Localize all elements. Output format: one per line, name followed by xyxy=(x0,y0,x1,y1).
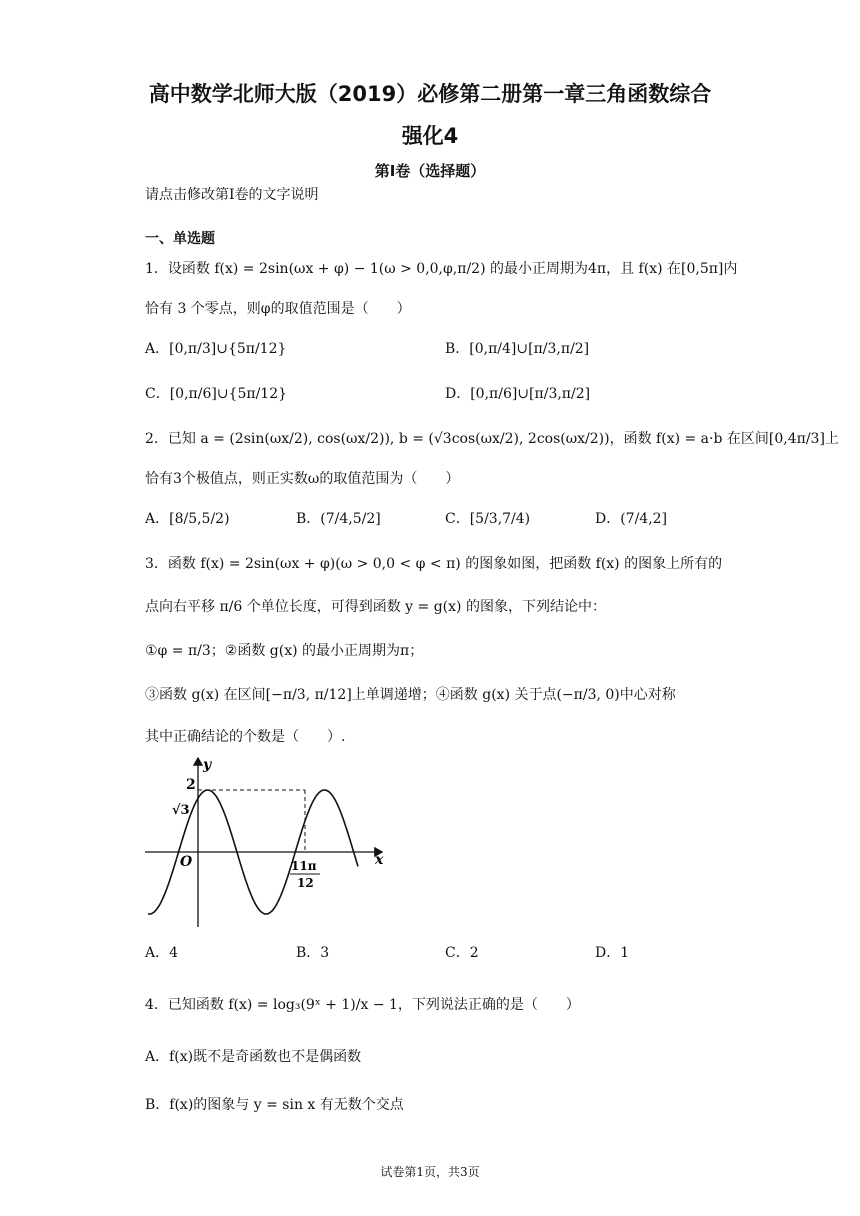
q1-option-b: B．[0,π/4]∪[π/3,π/2] xyxy=(445,341,590,357)
q3-sine-graph xyxy=(140,752,390,930)
q3-line1: 3．函数 f(x) = 2sin(ωx + φ)(ω > 0,0 < φ < π) 的图象如图，把函数 f(x) 的图象上所有的 xyxy=(145,556,723,572)
intercept-label: √3 xyxy=(172,803,190,818)
origin-label: O xyxy=(180,854,193,870)
q2-option-b: B．(7/4,5/2] xyxy=(296,511,381,527)
section-title: 第Ⅰ卷（选择题） xyxy=(374,162,486,180)
q1-option-c: C．[0,π/6]∪{5π/12} xyxy=(145,386,288,402)
q3-option-b: B．3 xyxy=(296,945,330,961)
page-title: 高中数学北师大版（2019）必修第二册第一章三角函数综合 xyxy=(148,82,712,106)
x-axis-label: x xyxy=(375,852,384,868)
xmark-denominator: 12 xyxy=(297,876,314,890)
q3-option-d: D．1 xyxy=(595,945,630,961)
q4-line1: 4．已知函数 f(x) = log₃(9ˣ + 1)/x − 1，下列说法正确的是（ ） xyxy=(145,997,580,1013)
q3-line4: ③函数 g(x) 在区间[−π/3, π/12]上单调递增；④函数 g(x) 关于点(−π/3, 0)中心对称 xyxy=(145,687,676,703)
max-label: 2 xyxy=(186,777,196,793)
q3-option-c: C．2 xyxy=(445,945,479,961)
q3-option-a: A．4 xyxy=(145,945,179,961)
q1-line2: 恰有 3 个零点，则φ的取值范围是（ ） xyxy=(145,301,411,317)
part-heading: 一、单选题 xyxy=(145,231,215,247)
q1-option-d: D．[0,π/6]∪[π/3,π/2] xyxy=(445,386,591,402)
page-footer: 试卷第1页，共3页 xyxy=(380,1165,480,1179)
q3-line5: 其中正确结论的个数是（ ）. xyxy=(145,729,346,745)
q2-line1: 2．已知 a = (2sin(ωx/2), cos(ωx/2)), b = (√3cos(ωx/2), 2cos(ωx/2))，函数 f(x) = a·b 在区间[0,4π/3]上 xyxy=(145,431,839,447)
q2-option-d: D．(7/4,2] xyxy=(595,511,668,527)
q4-option-a: A．f(x)既不是奇函数也不是偶函数 xyxy=(145,1049,362,1065)
q1-option-a: A．[0,π/3]∪{5π/12} xyxy=(145,341,287,357)
q1-line1: 1．设函数 f(x) = 2sin(ωx + φ) − 1(ω > 0,0,φ,π/2) 的最小正周期为4π，且 f(x) 在[0,5π]内 xyxy=(145,261,738,277)
q2-option-c: C．[5/3,7/4) xyxy=(445,511,531,527)
page-title-line2: 强化4 xyxy=(401,124,459,148)
q2-option-a: A．[8/5,5/2) xyxy=(145,511,230,527)
y-axis-label: y xyxy=(203,757,212,773)
q3-line3: ①φ = π/3；②函数 g(x) 的最小正周期为π； xyxy=(145,643,424,659)
q2-line2: 恰有3个极值点，则正实数ω的取值范围为（ ） xyxy=(145,471,460,487)
q3-line2: 点向右平移 π/6 个单位长度，可得到函数 y = g(x) 的图象，下列结论中： xyxy=(145,599,606,615)
xmark-numerator: 11π xyxy=(291,859,317,873)
section-note: 请点击修改第I卷的文字说明 xyxy=(145,187,319,203)
q4-option-b: B．f(x)的图象与 y = sin x 有无数个交点 xyxy=(145,1097,404,1113)
